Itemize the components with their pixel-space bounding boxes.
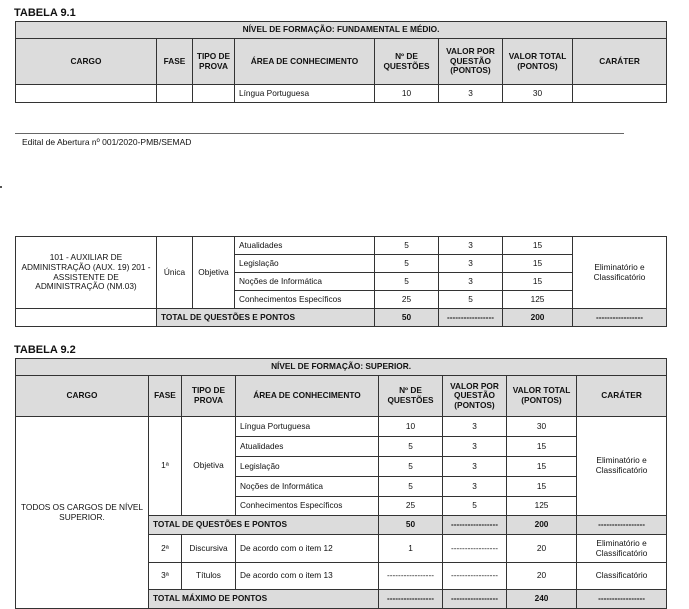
total-cell: 15 [507, 437, 577, 457]
col-valor-questao: VALOR POR QUESTÃO (PONTOS) [443, 376, 507, 417]
col-carater: CARÁTER [577, 376, 667, 417]
col-tipo-prova: TIPO DE PROVA [182, 376, 236, 417]
cargo-cell: 101 - AUXILIAR DE ADMINISTRAÇÃO (AUX. 19) 201 - ASSISTENTE DE ADMINISTRAÇÃO (NM.03) [16, 237, 157, 309]
questoes-cell: 5 [375, 237, 439, 255]
col-valor-questao: VALOR POR QUESTÃO (PONTOS) [439, 39, 503, 85]
carater-cell: Eliminatório e Classificatório [577, 417, 667, 516]
table-9-1-band: NÍVEL DE FORMAÇÃO: FUNDAMENTAL E MÉDIO. [16, 22, 667, 39]
valor-cell: 5 [439, 291, 503, 309]
area-cell: Legislação [235, 255, 375, 273]
total-carater: ----------------- [573, 309, 667, 327]
area-cell: De acordo com o item 12 [236, 535, 379, 563]
questoes-cell: 10 [375, 85, 439, 103]
questoes-cell: 5 [379, 477, 443, 497]
total-cell: 30 [503, 85, 573, 103]
total-pontos: 200 [507, 516, 577, 535]
col-carater: CARÁTER [573, 39, 667, 85]
total-cell: 20 [507, 535, 577, 563]
total-label: TOTAL DE QUESTÕES E PONTOS [149, 516, 379, 535]
max-pontos: 240 [507, 590, 577, 609]
valor-cell: 3 [439, 273, 503, 291]
area-cell: Noções de Informática [236, 477, 379, 497]
col-cargo: CARGO [16, 376, 149, 417]
fase-cell: 1ª [149, 417, 182, 516]
valor-cell: 3 [443, 457, 507, 477]
col-questoes: Nº DE QUESTÕES [375, 39, 439, 85]
tipo-cell: Objetiva [182, 417, 236, 516]
tipo-cell: Títulos [182, 563, 236, 590]
questoes-cell: 1 [379, 535, 443, 563]
col-valor-total: VALOR TOTAL (PONTOS) [503, 39, 573, 85]
table-9-1-caption: TABELA 9.1 [14, 7, 76, 19]
total-questoes: 50 [379, 516, 443, 535]
col-area: ÁREA DE CONHECIMENTO [236, 376, 379, 417]
valor-cell: ----------------- [443, 563, 507, 590]
valor-cell: 3 [443, 437, 507, 457]
valor-cell: 3 [439, 237, 503, 255]
valor-cell: 3 [443, 477, 507, 497]
carater-cell: Eliminatório e Classificatório [573, 237, 667, 309]
carater-cell: Eliminatório e Classificatório [577, 535, 667, 563]
area-cell: Conhecimentos Específicos [236, 497, 379, 516]
questoes-cell: 5 [375, 255, 439, 273]
max-questoes: ----------------- [379, 590, 443, 609]
table-9-2-band: NÍVEL DE FORMAÇÃO: SUPERIOR. [16, 359, 667, 376]
total-cell: 15 [503, 273, 573, 291]
total-cell: 15 [507, 457, 577, 477]
col-valor-total: VALOR TOTAL (PONTOS) [507, 376, 577, 417]
table-9-1 [15, 21, 667, 103]
total-questoes: 50 [375, 309, 439, 327]
valor-cell: 3 [443, 417, 507, 437]
area-cell: De acordo com o item 13 [236, 563, 379, 590]
total-cell: 15 [503, 237, 573, 255]
questoes-cell: 5 [379, 457, 443, 477]
valor-cell: 3 [439, 85, 503, 103]
total-cell: 125 [507, 497, 577, 516]
fase-cell: 2ª [149, 535, 182, 563]
total-cell: 20 [507, 563, 577, 590]
total-cell: 15 [507, 477, 577, 497]
col-fase: FASE [157, 39, 193, 85]
max-total-label: TOTAL MÁXIMO DE PONTOS [149, 590, 379, 609]
area-cell: Conhecimentos Específicos [235, 291, 375, 309]
cargo-cell: TODOS OS CARGOS DE NÍVEL SUPERIOR. [16, 417, 149, 609]
area-cell: Língua Portuguesa [236, 417, 379, 437]
tipo-cell: Discursiva [182, 535, 236, 563]
total-valor: ----------------- [443, 516, 507, 535]
page-mark [0, 186, 2, 188]
footer-text: Edital de Abertura nº 001/2020-PMB/SEMAD [22, 137, 192, 147]
questoes-cell: 5 [379, 437, 443, 457]
area-cell: Atualidades [235, 237, 375, 255]
table-row [16, 237, 667, 255]
table-9-2 [15, 358, 667, 609]
total-cell: 15 [503, 255, 573, 273]
total-row [16, 309, 667, 327]
footer-divider [15, 133, 624, 134]
fase-cell: 3ª [149, 563, 182, 590]
table-row [16, 85, 667, 103]
max-carater: ----------------- [577, 590, 667, 609]
area-cell: Noções de Informática [235, 273, 375, 291]
carater-cell: Classificatório [577, 563, 667, 590]
table-9-1-continued [15, 236, 667, 327]
valor-cell: 5 [443, 497, 507, 516]
table-9-2-caption: TABELA 9.2 [14, 344, 76, 356]
max-valor: ----------------- [443, 590, 507, 609]
table-row [16, 417, 667, 437]
total-carater: ----------------- [577, 516, 667, 535]
total-label: TOTAL DE QUESTÕES E PONTOS [157, 309, 375, 327]
col-tipo-prova: TIPO DE PROVA [193, 39, 235, 85]
col-fase: FASE [149, 376, 182, 417]
total-cell: 30 [507, 417, 577, 437]
area-cell: Língua Portuguesa [235, 85, 375, 103]
questoes-cell: 10 [379, 417, 443, 437]
total-cell: 125 [503, 291, 573, 309]
questoes-cell: ----------------- [379, 563, 443, 590]
tipo-cell: Objetiva [193, 237, 235, 309]
valor-cell: ----------------- [443, 535, 507, 563]
col-cargo: CARGO [16, 39, 157, 85]
total-valor: ----------------- [439, 309, 503, 327]
area-cell: Legislação [236, 457, 379, 477]
col-questoes: Nº DE QUESTÕES [379, 376, 443, 417]
area-cell: Atualidades [236, 437, 379, 457]
questoes-cell: 5 [375, 273, 439, 291]
fase-cell: Única [157, 237, 193, 309]
valor-cell: 3 [439, 255, 503, 273]
col-area: ÁREA DE CONHECIMENTO [235, 39, 375, 85]
total-pontos: 200 [503, 309, 573, 327]
questoes-cell: 25 [375, 291, 439, 309]
questoes-cell: 25 [379, 497, 443, 516]
